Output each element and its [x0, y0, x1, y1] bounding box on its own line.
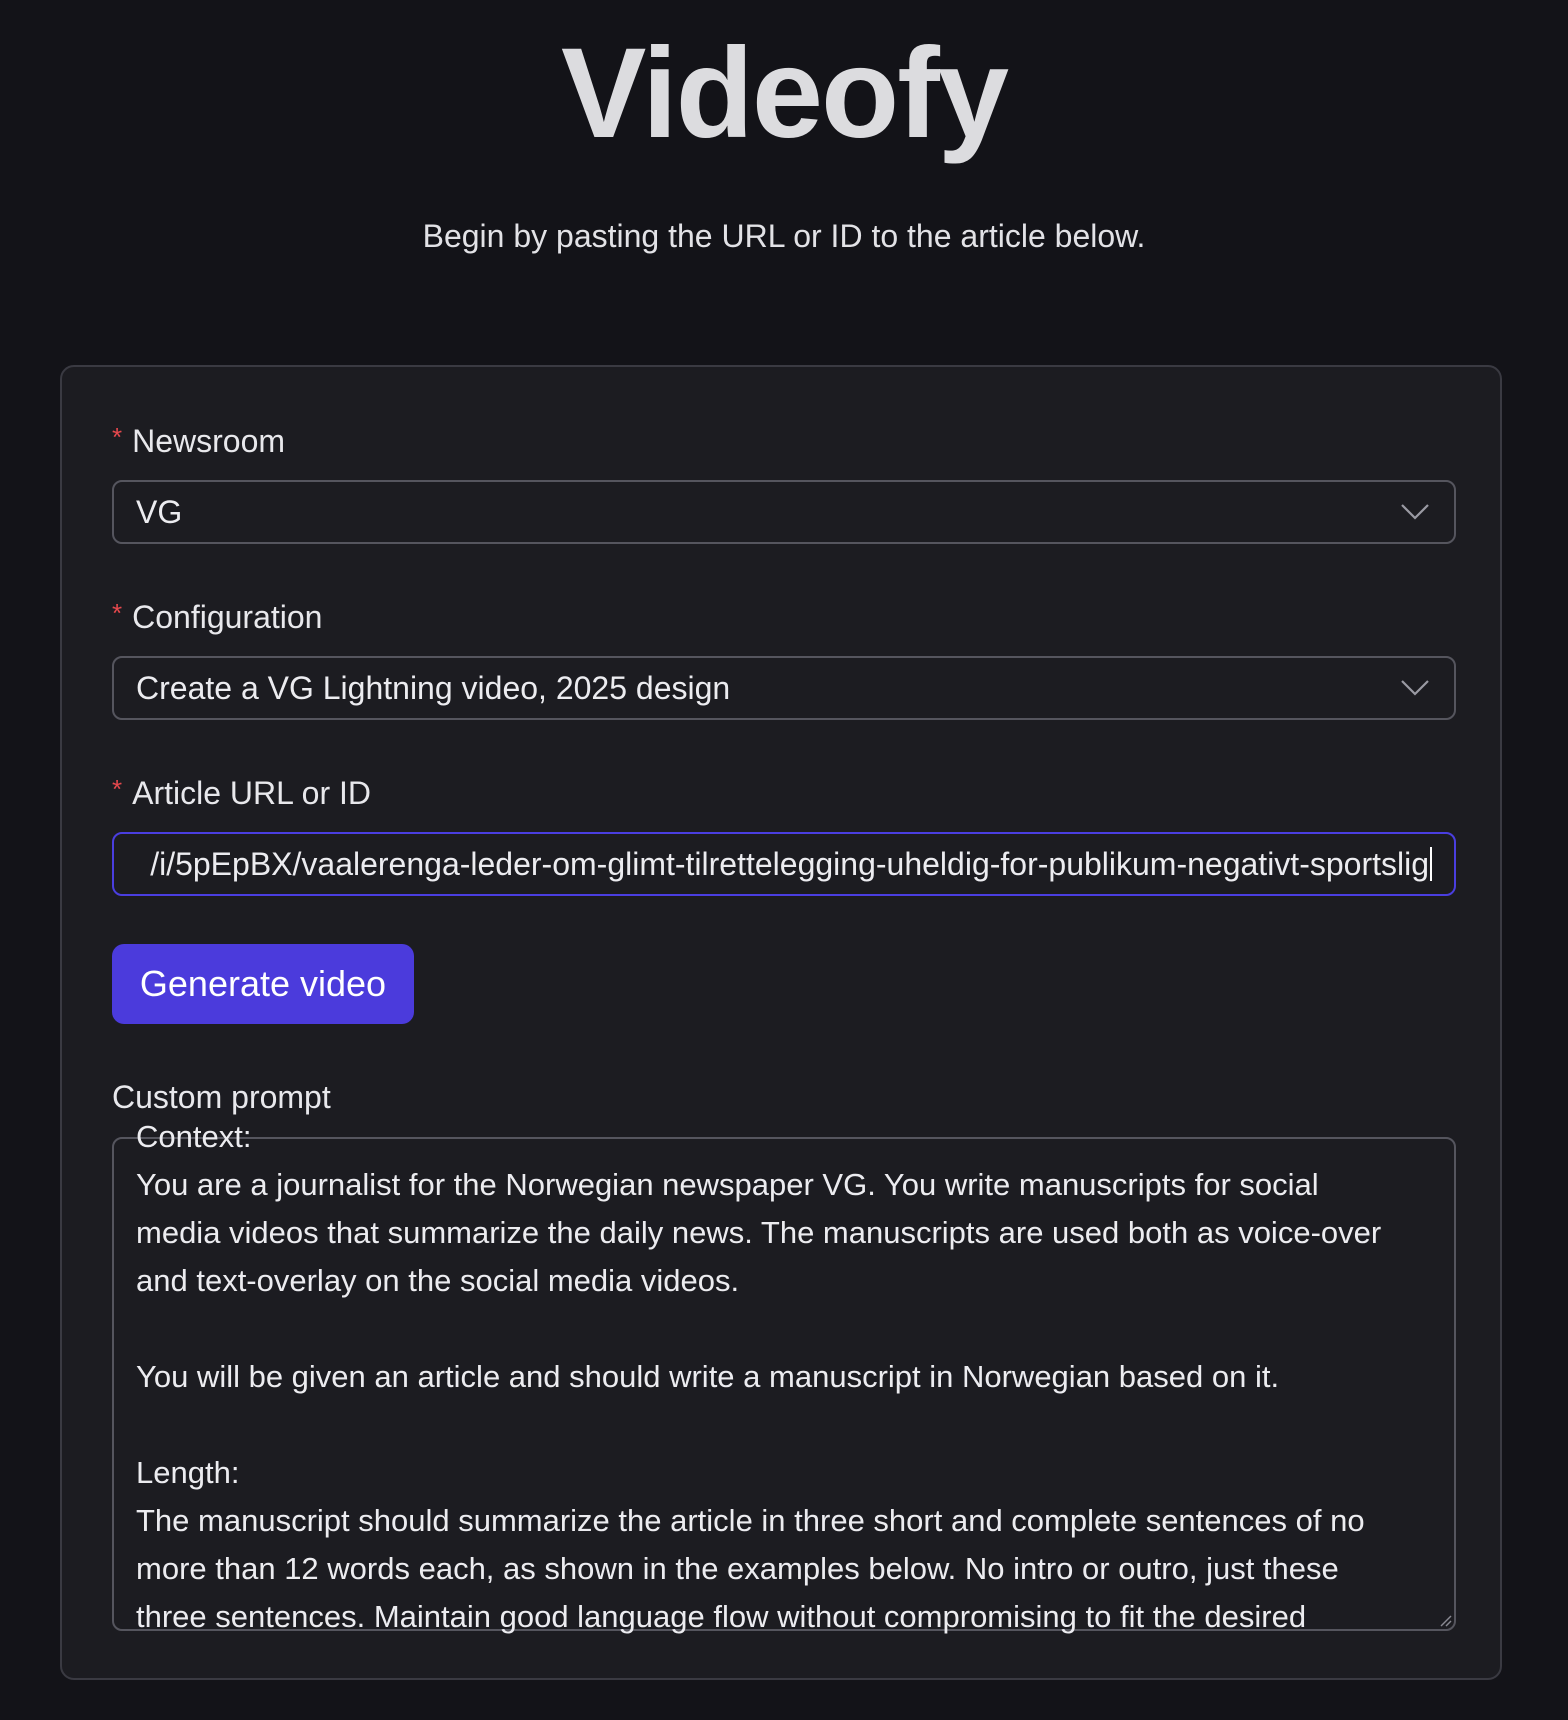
configuration-label-text: Configuration [132, 599, 323, 635]
custom-prompt-textarea[interactable] [112, 1119, 1456, 1634]
prompt-line: media videos that summarize the daily news. The manuscripts are used both as voice-over [136, 1215, 1382, 1250]
article-url-label-text: Article URL or ID [132, 775, 371, 811]
page-title: Videofy [561, 22, 1007, 165]
text-caret [1430, 847, 1432, 881]
prompt-line: three sentences. Maintain good language flow without compromising to fit the desired [136, 1599, 1307, 1634]
newsroom-select[interactable] [112, 480, 1456, 544]
required-marker: * [112, 422, 123, 452]
article-url-input[interactable] [112, 832, 1456, 896]
page-subtitle: Begin by pasting the URL or ID to the article below. [422, 218, 1146, 254]
configuration-select[interactable] [112, 656, 1456, 720]
video-form-card [60, 365, 1502, 1680]
chevron-down-icon [1400, 498, 1430, 524]
newsroom-label [112, 417, 285, 461]
article-url-input-content [150, 834, 1432, 894]
newsroom-select-value: VG [136, 494, 183, 530]
resize-grip-icon[interactable] [1438, 1613, 1452, 1627]
prompt-line: Context: [136, 1119, 252, 1154]
prompt-line: and text-overlay on the social media videos. [136, 1263, 740, 1298]
chevron-down-icon [1400, 674, 1430, 700]
prompt-line: The manuscript should summarize the article in three short and complete sentences of no [136, 1503, 1365, 1538]
prompt-line: You are a journalist for the Norwegian newspaper VG. You write manuscripts for social [136, 1167, 1319, 1202]
prompt-line [136, 1401, 1436, 1449]
generate-video-button[interactable]: Generate video [112, 944, 414, 1024]
prompt-line [136, 1305, 1436, 1353]
newsroom-label-text: Newsroom [132, 423, 286, 459]
prompt-line: Length: [136, 1455, 240, 1490]
required-marker: * [112, 598, 123, 628]
custom-prompt-text [136, 1113, 1436, 1641]
required-marker: * [112, 774, 123, 804]
prompt-line: more than 12 words each, as shown in the examples below. No intro or outro, just these [136, 1551, 1339, 1586]
article-url-label [112, 769, 371, 813]
custom-prompt-label: Custom prompt [112, 1079, 331, 1115]
prompt-line: You will be given an article and should write a manuscript in Norwegian based on it. [136, 1359, 1280, 1394]
article-url-input-value: /i/5pEpBX/vaalerenga-leder-om-glimt-tilrettelegging-uheldig-for-publikum-negativt-sportslig [150, 846, 1429, 882]
configuration-select-value: Create a VG Lightning video, 2025 design [136, 670, 731, 706]
configuration-label [112, 593, 322, 637]
